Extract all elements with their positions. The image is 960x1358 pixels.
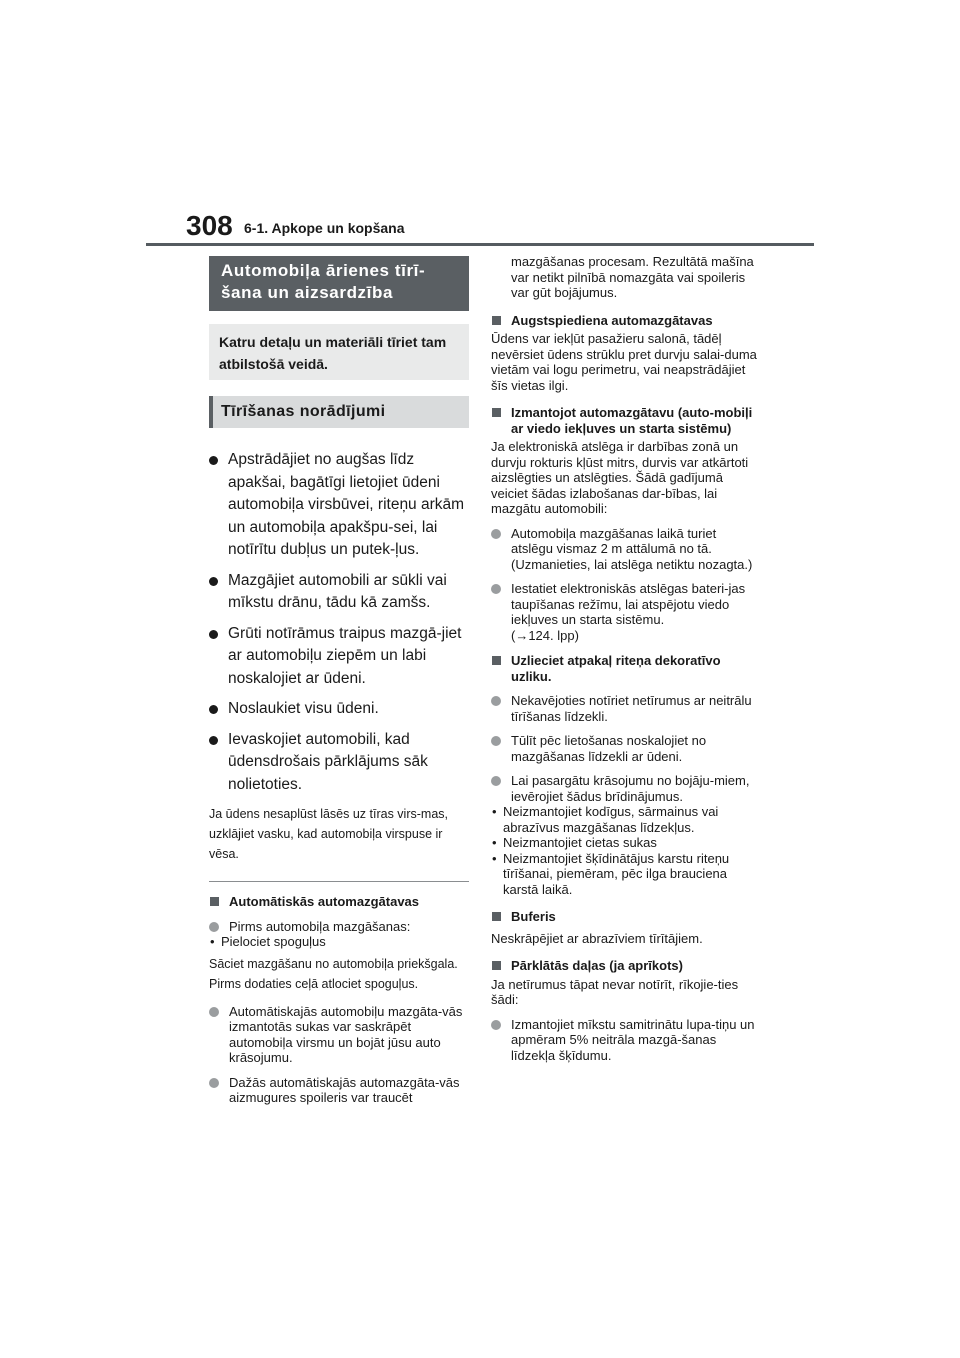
wheel-cap-item: Tūlīt pēc lietošanas noskalojiet no mazgāšanas līdzekli ar ūdeni. bbox=[491, 733, 757, 764]
dot-bullet-icon: • bbox=[492, 850, 497, 866]
section-title-line1: Automobiļa ārienes tīrī- bbox=[221, 261, 426, 280]
plated-parts-item: Izmantojiet mīkstu samitrinātu lupa-tiņu un apmēram 5% neitrāla mazgā-šanas līdzekļa šķīdumu. bbox=[491, 1017, 757, 1064]
section-divider bbox=[209, 881, 469, 882]
header-rule bbox=[146, 243, 814, 246]
smart-key-item: Automobiļa mazgāšanas laikā turiet atslēgu vismaz 2 m attālumā no tā. (Uzmanieties, lai atslēga netiktu nozagta.) bbox=[491, 526, 757, 573]
right-column bbox=[491, 254, 757, 1063]
wheel-cap-item: Lai pasargātu krāsojumu no bojāju-miem, ievērojiet šādus brīdinājumus. bbox=[491, 773, 757, 804]
left-column bbox=[209, 256, 469, 1106]
sub-bullet-item: • Neizmantojiet šķīdinātājus karstu riteņu tīrīšanai, piemēram, pēc ilga brauciena karstā laikā. bbox=[492, 850, 730, 897]
continued-text: mazgāšanas procesam. Rezultātā mašīna var netikt pilnībā nomazgāta vai spoileris var gūt bojājumus. bbox=[511, 254, 754, 300]
round-bullet-icon bbox=[209, 922, 219, 932]
high-pressure-heading: Augstspiediena automazgātavas bbox=[491, 313, 757, 329]
round-bullet-icon bbox=[209, 1007, 219, 1017]
square-bullet-icon bbox=[492, 316, 501, 325]
list-item: Noslaukiet visu ūdeni. bbox=[209, 698, 469, 721]
smart-key-heading: Izmantojot automazgātavu (auto-mobiļi ar viedo iekļuves un starta sistēmu) bbox=[491, 405, 757, 436]
square-bullet-icon bbox=[492, 408, 501, 417]
auto-wash-heading: Automātiskās automazgātavas bbox=[209, 894, 469, 910]
wheel-cap-warnings bbox=[491, 804, 757, 897]
bullet-icon bbox=[209, 705, 218, 714]
round-bullet-icon bbox=[491, 529, 501, 539]
section-title-box bbox=[209, 256, 469, 311]
auto-wash-item: Dažās automātiskajās automazgāta-vās aizmugures spoileris var traucēt bbox=[209, 1075, 469, 1106]
round-bullet-icon bbox=[491, 736, 501, 746]
bumper-text: Neskrāpējiet ar abrazīviem tīrītājiem. bbox=[491, 930, 703, 946]
round-bullet-icon bbox=[491, 776, 501, 786]
bullet-icon bbox=[209, 577, 218, 586]
list-item: Apstrādājiet no augšas līdz apakšai, bagātīgi lietojiet ūdeni automobiļa virsbūvei, riteņu arkām un automobiļa apakšpu-sei, lai notīrītu dubļus un putek-ļus. bbox=[209, 449, 469, 562]
auto-wash-item: Automātiskajās automobiļu mazgāta-vās izmantotās sukas var saskrāpēt automobiļa virsmu un bojāt jūsu auto krāsojumu. bbox=[209, 1004, 469, 1066]
sub-bullet-item: • Neizmantojiet kodīgus, sārmainus vai abrazīvus mazgāšanas līdzekļus. bbox=[492, 804, 719, 835]
auto-wash-subitems bbox=[209, 934, 469, 950]
high-pressure-text: Ūdens var iekļūt pasažieru salonā, tādēļ nevērsiet ūdens strūklu pret durvju salai-duma vietām vai logu perimetru, vai neapstrādājiet šīs vietas ilgi. bbox=[491, 331, 757, 393]
square-bullet-icon bbox=[492, 961, 501, 970]
list-item: Ievaskojiet automobili, kad ūdensdrošais pārklājums sāk nolietoties. bbox=[209, 729, 469, 797]
square-bullet-icon bbox=[210, 897, 219, 906]
list-item: Grūti notīrāmus traipus mazgā-jiet ar automobiļu ziepēm un labi noskalojiet ar ūdeni. bbox=[209, 623, 469, 691]
subsection-title: Tīrīšanas norādījumi bbox=[209, 396, 469, 428]
smart-key-item: Iestatiet elektroniskās atslēgas bateri-jas taupīšanas režīmu, lai atspējotu viedo iekļuves un starta sistēmu. (→124. lpp) bbox=[491, 581, 757, 643]
section-header: 6-1. Apkope un kopšana bbox=[244, 220, 405, 236]
page-reference: (→124. lpp) bbox=[511, 627, 579, 643]
cleaning-instructions-list bbox=[209, 449, 469, 796]
smart-key-text: Ja elektroniskā atslēga ir darbības zonā un durvju rokturis kļūst mitrs, durvis var atkārtoti aizslēgties un atslēgties. Šādā gadījumā veiciet šādas izlabošanas dar-bības, lai mazgātu automobili: bbox=[491, 439, 749, 516]
bullet-icon bbox=[209, 630, 218, 639]
round-bullet-icon bbox=[209, 1078, 219, 1088]
section-title-line2: šana un aizsardzība bbox=[221, 283, 394, 302]
sub-bullet-item: • Neizmantojiet cietas sukas bbox=[492, 835, 657, 850]
round-bullet-icon bbox=[491, 1020, 501, 1030]
bullet-icon bbox=[209, 456, 218, 465]
auto-wash-text: Sāciet mazgāšanu no automobiļa priekšgala. Pirms dodaties ceļā atlociet spoguļus. bbox=[209, 956, 458, 991]
round-bullet-icon bbox=[491, 584, 501, 594]
dot-bullet-icon: • bbox=[492, 804, 497, 819]
square-bullet-icon bbox=[492, 912, 501, 921]
auto-wash-item: Pirms automobiļa mazgāšanas: bbox=[209, 919, 469, 935]
dot-bullet-icon: • bbox=[492, 835, 497, 850]
page-number: 308 bbox=[186, 210, 233, 241]
wax-note: Ja ūdens nesaplūst lāsēs uz tīras virs-mas, uzklājiet vasku, kad automobiļa virspuse ir vēsa. bbox=[209, 807, 448, 861]
sub-bullet-item: • Pielociet spoguļus bbox=[210, 934, 326, 949]
wheel-cap-heading: Uzlieciet atpakaļ riteņa dekoratīvo uzliku. bbox=[491, 653, 757, 684]
bullet-icon bbox=[209, 736, 218, 745]
dot-bullet-icon: • bbox=[210, 934, 215, 949]
wheel-cap-item: Nekavējoties notīriet netīrumus ar neitrālu tīrīšanas līdzekli. bbox=[491, 693, 757, 724]
bumper-heading: Buferis bbox=[491, 909, 757, 925]
square-bullet-icon bbox=[492, 656, 501, 665]
plated-parts-text: Ja netīrumus tāpat nevar notīrīt, rīkojie-ties šādi: bbox=[491, 976, 739, 1007]
intro-box: Katru detaļu un materiāli tīriet tam atbilstošā veidā. bbox=[209, 324, 469, 380]
round-bullet-icon bbox=[491, 696, 501, 706]
plated-parts-heading: Pārklātās daļas (ja aprīkots) bbox=[491, 958, 757, 974]
list-item: Mazgājiet automobili ar sūkli vai mīkstu drānu, tādu kā zamšs. bbox=[209, 570, 469, 615]
